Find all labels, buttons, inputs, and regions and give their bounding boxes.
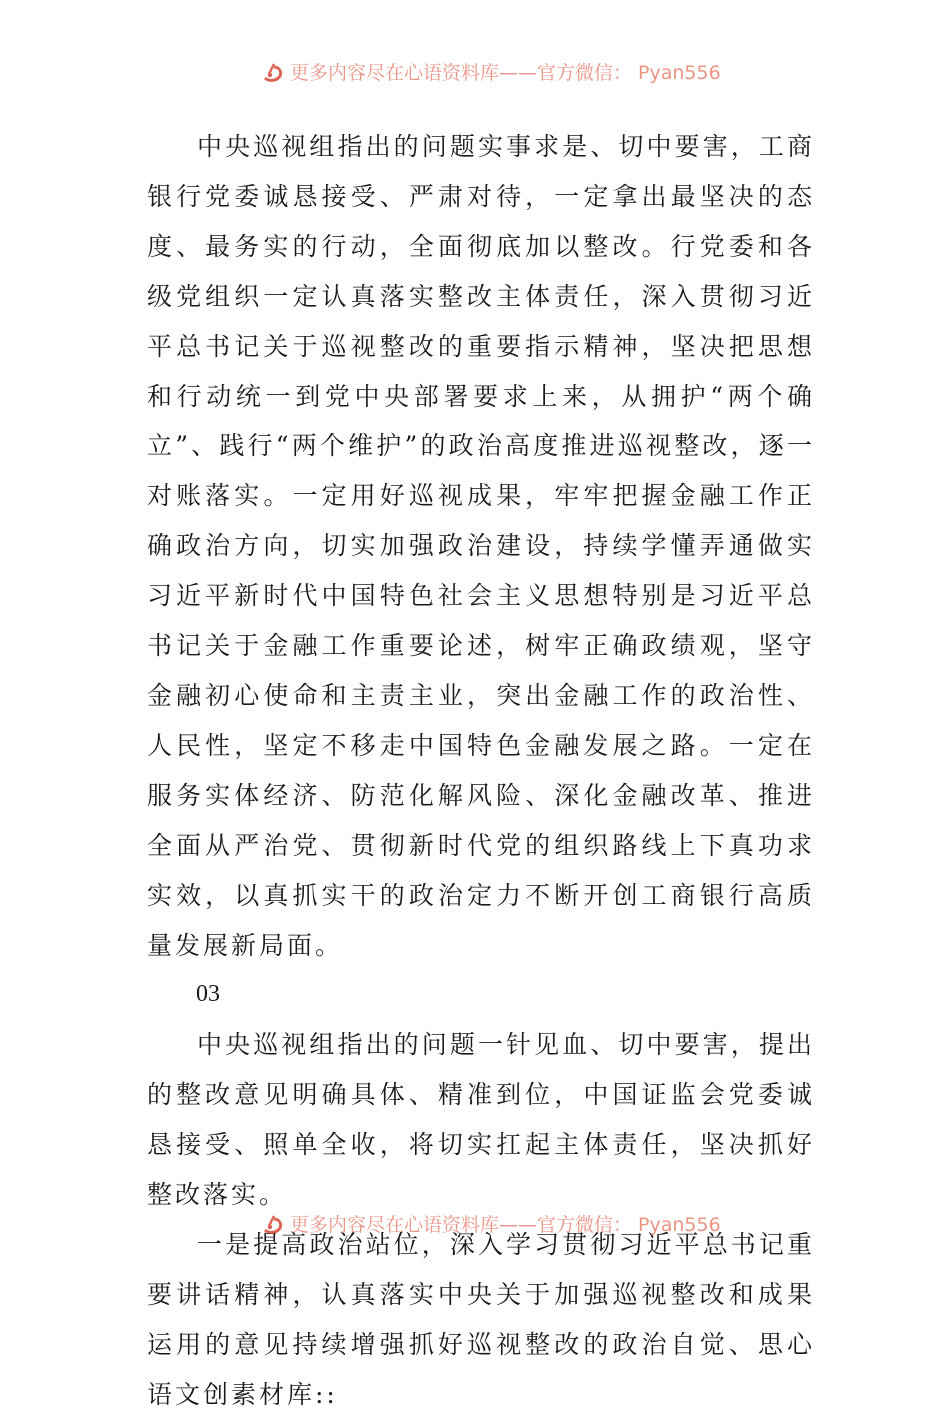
body-paragraph: 一是提高政治站位，深入学习贯彻习近平总书记重要讲话精神，认真落实中央关于加强巡视整改和成果运用的意见持续增强抓好巡视整改的政治自觉、思心语文创素材库:: (147, 1229, 815, 1409)
brand-logo-icon (262, 1213, 284, 1235)
brand-logo-icon (262, 61, 284, 83)
watermark-text: 更多内容尽在心语资料库——官方微信： Pyan556 (290, 62, 721, 84)
header-watermark (262, 58, 721, 85)
section-number: 03 (196, 981, 220, 1008)
body-paragraph: 中央巡视组指出的问题实事求是、切中要害，工商银行党委诚恳接受、严肃对待，一定拿出最坚决的态度、最务实的行动，全面彻底加以整改。行党委和各级党组织一定认真落实整改主体责任，深入贯彻习近平总书记关于巡视整改的重要指示精神，坚决把思想和行动统一到党中央部署要求上来，从拥护“两个确立”、践行“两个维护”的政治高度推进巡视整改，逐一对账落实。一定用好巡视成果，牢牢把握金融工作正确政治方向，切实加强政治建设，持续学懂弄通做实习近平新时代中国特色社会主义思想特别是习近平总书记关于金融工作重要论述，树牢正确政绩观，坚守金融初心使命和主责主业，突出金融工作的政治性、人民性，坚定不移走中国特色金融发展之路。一定在服务实体经济、防范化解风险、深化金融改革、推进全面从严治党、贯彻新时代党的组织路线上下真功求实效，以真抓实干的政治定力不断开创工商银行高质量发展新局面。 (147, 132, 815, 960)
body-paragraph: 中央巡视组指出的问题一针见血、切中要害，提出的整改意见明确具体、精准到位，中国证监会党委诚恳接受、照单全收，将切实扛起主体责任，坚决抓好整改落实。 (147, 1030, 815, 1210)
watermark-text: 更多内容尽在心语资料库——官方微信： Pyan556 (290, 1214, 721, 1236)
footer-watermark (262, 1210, 721, 1237)
